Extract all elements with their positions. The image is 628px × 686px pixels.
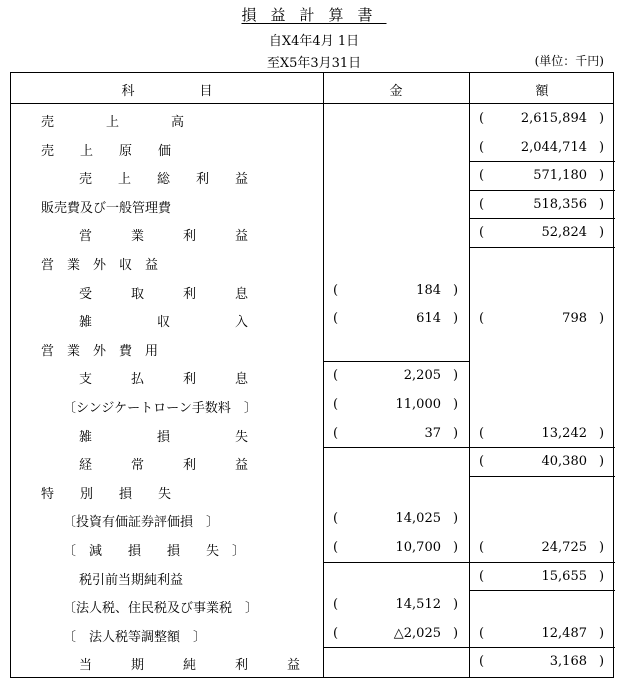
row-label: 売 上 高 bbox=[41, 115, 185, 130]
row-label: 営 業 外 費 用 bbox=[41, 343, 159, 359]
row-label: 〔 法人税等調整額 〕 bbox=[63, 629, 207, 645]
row-label: 販売費及び一般管理費 bbox=[41, 200, 172, 216]
period-to: 至X5年3月31日 bbox=[266, 56, 362, 71]
amount-left-value: 11,000 bbox=[395, 397, 441, 412]
amount-right-value: 571,180 bbox=[533, 168, 587, 184]
rule-line bbox=[469, 590, 615, 591]
row-label: 営 業 外 収 益 bbox=[41, 258, 159, 273]
header-amount-left: 金 bbox=[389, 84, 403, 99]
table-row: 雑 損 失 ( 37 ) ( 13,242 ) bbox=[79, 425, 605, 445]
rule-line bbox=[469, 190, 615, 191]
amount-right-value: 3,168 bbox=[549, 654, 587, 670]
amount-right-value: 798 bbox=[562, 311, 587, 327]
unit-label: (単位：千円) bbox=[534, 54, 604, 68]
amount-left-value: 10,700 bbox=[395, 540, 441, 555]
table-row bbox=[11, 334, 613, 363]
table-row: 税引前当期純利益 ( 15,655 ) bbox=[79, 568, 605, 588]
row-label: 雑 収 入 bbox=[79, 315, 249, 331]
table-row: 〔法人税、住民税及び事業税 〕 ( 14,512 ) bbox=[63, 597, 459, 617]
table-row: 雑 収 入 ( 614 ) ( 798 ) bbox=[79, 311, 605, 331]
table-row bbox=[11, 248, 613, 277]
table-header bbox=[11, 73, 613, 104]
table-row: 売 上 高 ( 2,615,894 ) bbox=[41, 111, 605, 130]
table-row: 〔シンジケートローン手数料 〕 ( 11,000 ) bbox=[63, 397, 459, 416]
amount-left-value: △2,025 bbox=[393, 625, 441, 641]
row-label: 〔投資有価証券評価損 〕 bbox=[63, 515, 220, 531]
amount-right-value: 24,725 bbox=[541, 540, 587, 555]
rule-line bbox=[469, 247, 615, 248]
amount-right-value: 518,356 bbox=[533, 196, 587, 212]
row-label: 当 期 純 利 益 bbox=[79, 658, 301, 674]
amount-right-value: 12,487 bbox=[541, 625, 587, 641]
rule-line bbox=[469, 161, 615, 162]
amount-right-value: 15,655 bbox=[541, 568, 587, 584]
amount-left-value: 184 bbox=[416, 282, 441, 298]
row-label: 経 常 利 益 bbox=[79, 458, 249, 474]
rule-line bbox=[469, 476, 615, 477]
table-row: 売 上 総 利 益 ( 571,180 ) bbox=[79, 168, 605, 188]
row-label: 税引前当期純利益 bbox=[79, 572, 184, 588]
amount-right-value: 2,615,894 bbox=[520, 111, 587, 126]
amount-left-value: 614 bbox=[416, 311, 441, 327]
income-statement-table bbox=[10, 72, 614, 678]
table-row: 〔 減 損 損 失 〕 ( 10,700 ) ( 24,725 ) bbox=[63, 540, 605, 559]
row-label: 受 取 利 息 bbox=[79, 286, 249, 302]
table-row: 当 期 純 利 益 ( 3,168 ) bbox=[79, 654, 605, 674]
amount-left-value: 37 bbox=[424, 425, 441, 441]
row-label: 〔法人税、住民税及び事業税 〕 bbox=[63, 601, 259, 617]
rule-line bbox=[323, 647, 615, 648]
rule-line bbox=[469, 218, 615, 219]
table-row: 販売費及び一般管理費 ( 518,356 ) bbox=[41, 196, 605, 216]
table-row: 受 取 利 息 ( 184 ) bbox=[79, 282, 459, 302]
table-row bbox=[11, 477, 613, 506]
amount-left-value: 2,205 bbox=[403, 368, 441, 384]
table-row: 支 払 利 息 ( 2,205 ) bbox=[79, 368, 459, 388]
amount-right-value: 2,044,714 bbox=[520, 139, 587, 155]
amount-right-value: 13,242 bbox=[541, 425, 587, 441]
row-label: 営 業 利 益 bbox=[79, 229, 249, 245]
header-account: 科 目 bbox=[121, 84, 213, 99]
table-row: 〔 法人税等調整額 〕 ( △2,025 ) ( 12,487 ) bbox=[63, 625, 605, 645]
table-row: 〔投資有価証券評価損 〕 ( 14,025 ) bbox=[63, 511, 459, 531]
row-label: 支 払 利 息 bbox=[79, 372, 249, 388]
row-label: 売 上 原 価 bbox=[41, 143, 172, 159]
table-row: 経 常 利 益 ( 40,380 ) bbox=[79, 454, 605, 474]
rule-line bbox=[323, 447, 615, 448]
row-label: 雑 損 失 bbox=[79, 429, 249, 445]
amount-right-value: 52,824 bbox=[541, 225, 587, 241]
amount-left-value: 14,512 bbox=[395, 597, 441, 613]
row-label: 特 別 損 失 bbox=[41, 486, 172, 502]
row-label: 売 上 総 利 益 bbox=[79, 172, 249, 188]
statement-title: 損益計算書 bbox=[241, 6, 387, 24]
row-label: 〔 減 損 損 失 〕 bbox=[63, 544, 246, 559]
table-row: 売 上 原 価 ( 2,044,714 ) bbox=[41, 139, 605, 159]
table-row: 営 業 利 益 ( 52,824 ) bbox=[79, 225, 605, 245]
rule-line bbox=[323, 562, 615, 563]
header-amount-right: 額 bbox=[535, 84, 549, 99]
rule-line bbox=[323, 361, 469, 362]
period-from: 自X4年4月 1日 bbox=[268, 34, 360, 49]
amount-left-value: 14,025 bbox=[395, 511, 441, 527]
amount-right-value: 40,380 bbox=[541, 454, 587, 470]
row-label: 〔シンジケートローン手数料 〕 bbox=[63, 401, 257, 416]
